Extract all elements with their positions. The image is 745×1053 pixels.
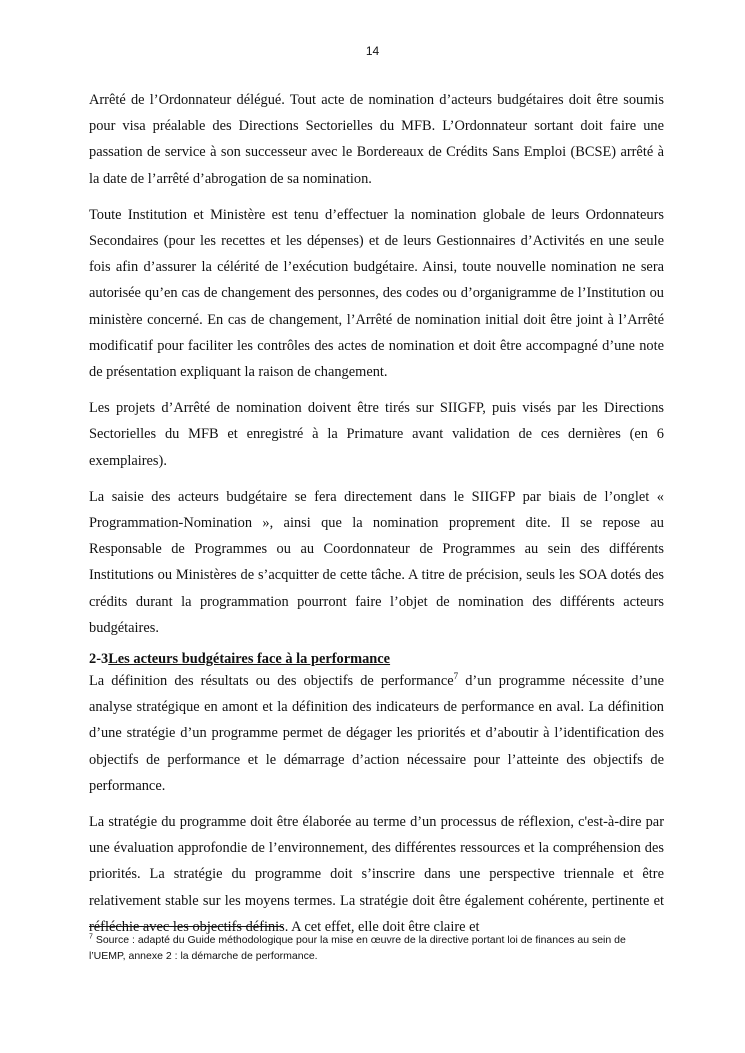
paragraph-strategie-programme: La stratégie du programme doit être élaborée au terme d’un processus de réflexion, c'est-à-dire par une évaluation approfondie de l’environnement, des différentes ressources et la compréhension des priorités. La stratégie du programme doit s’inscrire dans une perspective triennale et être relativement stable sur les moyens termes. La stratégie doit être également cohérente, pertinente et réfléchie avec les objectifs définis. A cet effet, elle doit être claire et (89, 814, 664, 935)
paragraph-ordonnateur-delegue: Arrêté de l’Ordonnateur délégué. Tout acte de nomination d’acteurs budgétaires doit être soumis pour visa préalable des Directions Sectorielles du MFB. L’Ordonnateur sortant doit faire une passation de service à son successeur avec le Bordereaux de Crédits Sans Emploi (BCSE) arrêté à la date de l’arrêté d’abrogation de sa nomination. (89, 92, 664, 187)
paragraph-definition-resultats (89, 668, 664, 799)
section-title: Les acteurs budgétaires face à la performance (108, 651, 391, 668)
document-body (89, 87, 664, 950)
page-number: 14 (365, 44, 380, 58)
footnote-marker: 7 (89, 933, 93, 941)
paragraph-projets-arrete: Les projets d’Arrêté de nomination doivent être tirés sur SIIGFP, puis visés par les Directions Sectorielles du MFB et enregistré à la Primature avant validation de ces dernières (en 6 exemplaires). (89, 400, 664, 469)
paragraph-text-after-note: d’un programme nécessite d’une analyse stratégique en amont et la définition des indicateurs de performance en aval. La définition d’une stratégie d’un programme permet de dégager les priorités et d’aboutir à l’identification des objectifs de performance et le démarrage d’action nécessaire pour l’atteinte des objectifs de performance. (89, 673, 665, 794)
paragraph-text-before-note: La définition des résultats ou des objectifs de performance (89, 673, 454, 690)
footnote (89, 933, 664, 964)
paragraph-nomination-globale: Toute Institution et Ministère est tenu d’effectuer la nomination globale de leurs Ordonnateurs Secondaires (pour les recettes et les dépenses) et de leurs Gestionnaires d’Activités en une seule fois afin d’assurer la célérité de l’exécution budgétaire. Ainsi, toute nouvelle nomination ne sera autorisée qu’en cas de changement des personnes, des codes ou d’organigramme de l’Institution ou ministère concerné. En cas de changement, l’Arrêté de nomination initial doit être joint à l’Arrêté modificatif pour faciliter les contrôles des actes de nomination et doit être accompagné d’une note de présentation expliquant la raison de changement. (89, 206, 664, 381)
paragraph-saisie-acteurs: La saisie des acteurs budgétaire se fera directement dans le SIIGFP par biais de l’onglet « Programmation-Nomination », ainsi que la nomination proprement dite. Il se repose au Responsable de Programmes ou au Coordonnateur de Programmes au sein des différents Institutions ou Ministères de s’acquitter de cette tâche. A titre de précision, seuls les SOA dotés des crédits durant la programmation pourront faire l’objet de nomination des différents acteurs budgétaires. (89, 488, 664, 636)
footnote-text: Source : adapté du Guide méthodologique pour la mise en œuvre de la directive portant loi de finances au sein de l’UEMP, annexe 2 : la démarche de performance. (89, 934, 626, 962)
section-number: 2-3 (89, 651, 109, 668)
section-heading (89, 651, 664, 668)
footnote-separator (89, 926, 283, 927)
footnote-reference[interactable]: 7 (453, 671, 459, 682)
